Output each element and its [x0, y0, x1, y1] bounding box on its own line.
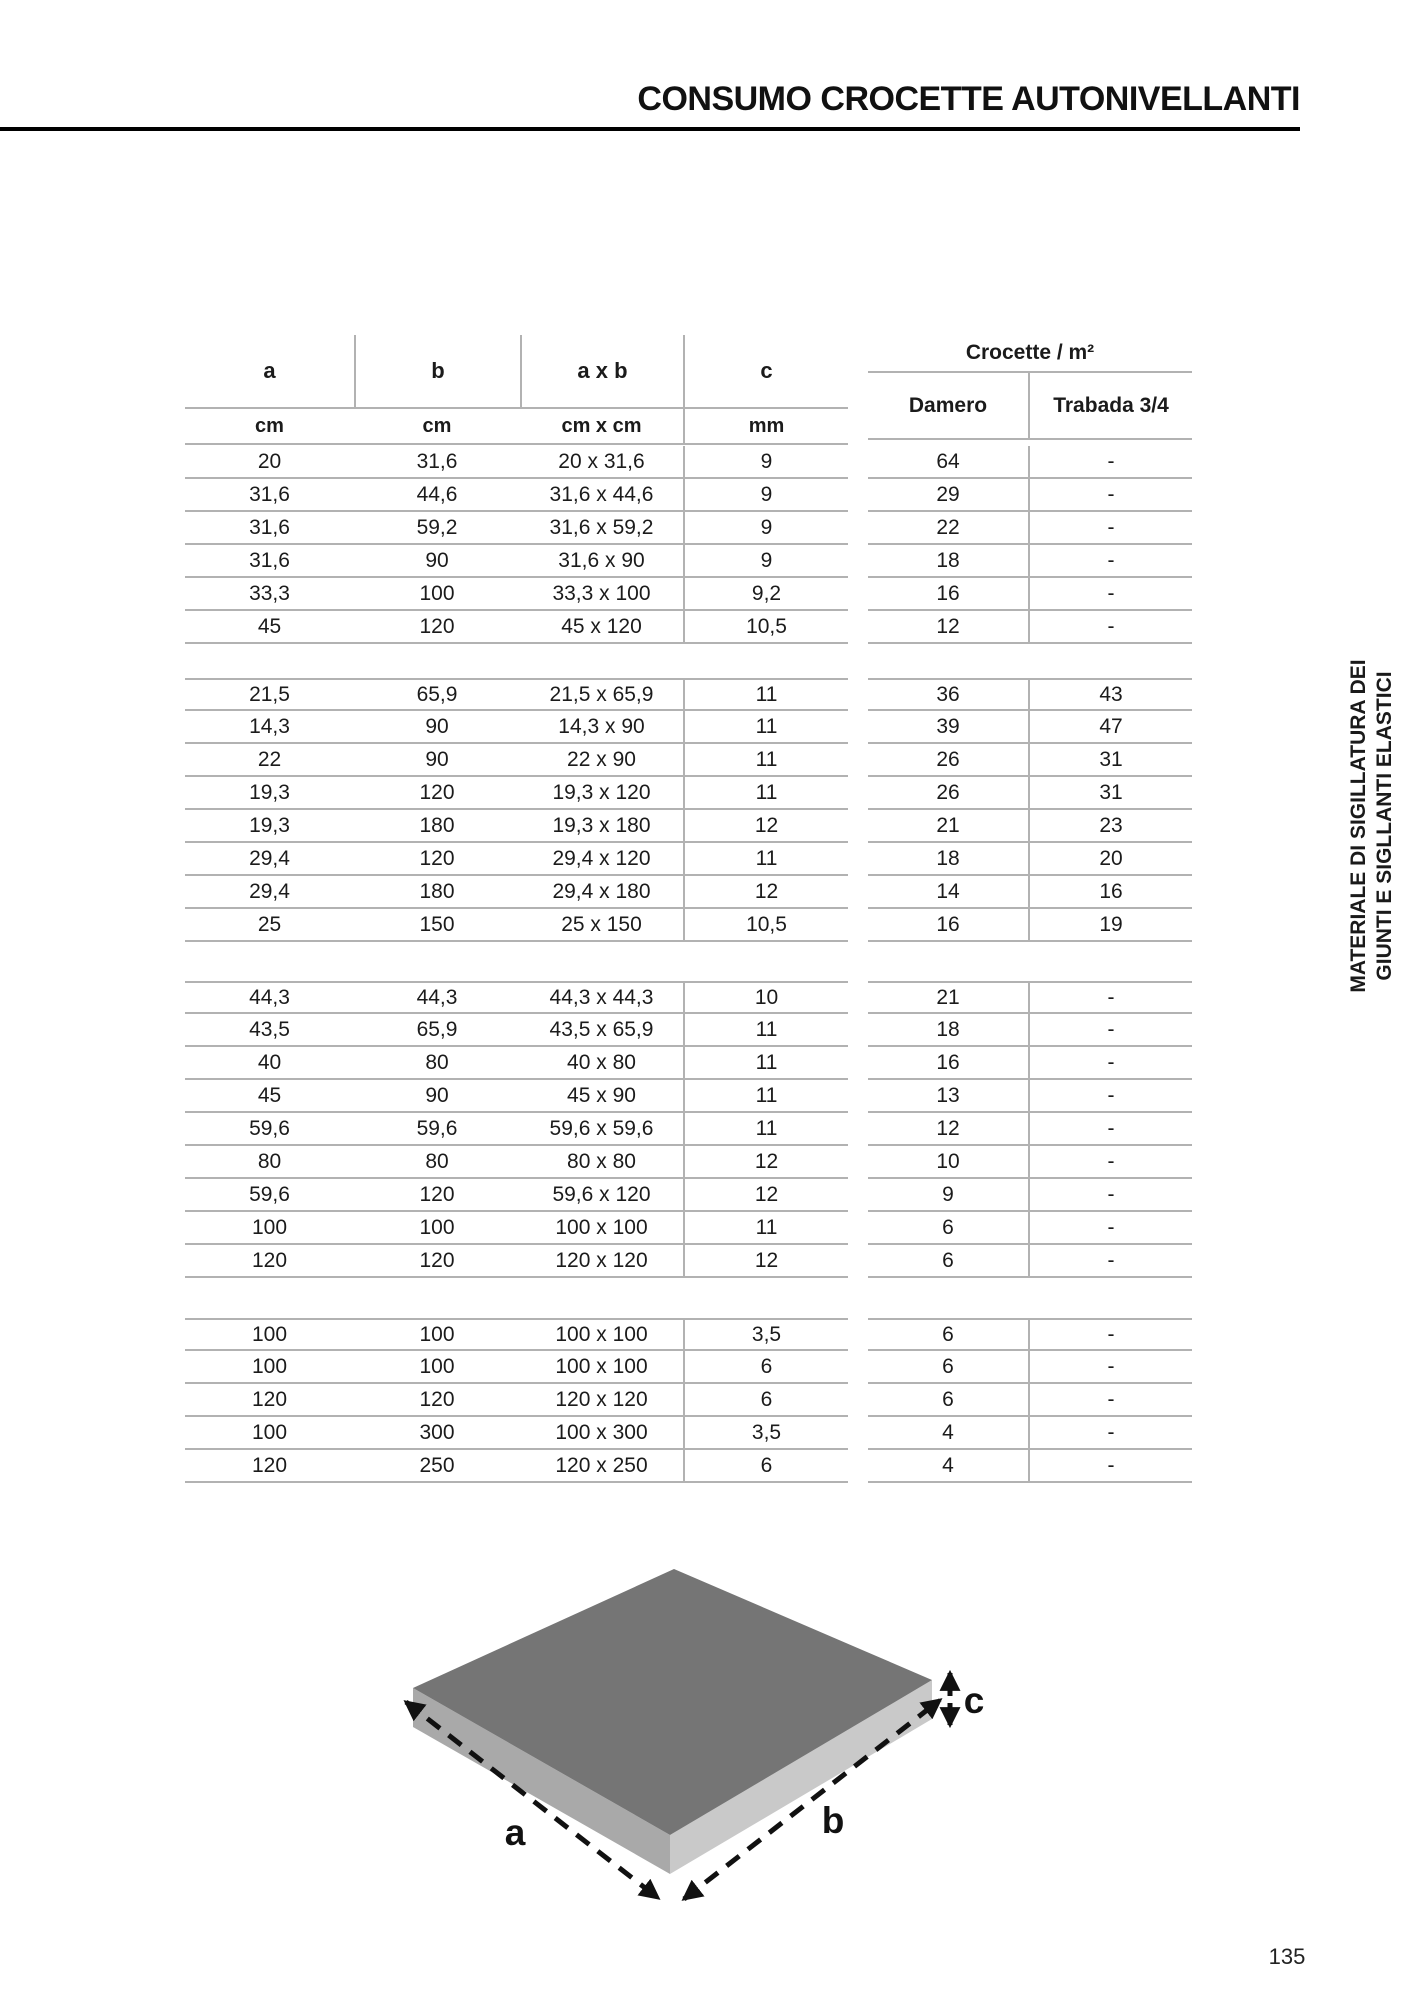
- table-cell: 3,5: [683, 1417, 848, 1450]
- table-cell: 44,3: [354, 981, 520, 1014]
- table-cell: 59,6: [185, 1179, 354, 1212]
- title-rule: [0, 127, 1300, 131]
- table-cell: 36: [868, 678, 1028, 711]
- table-cell: 120: [354, 611, 520, 644]
- table-cell: 12: [683, 876, 848, 909]
- table-cell: 43: [1028, 678, 1192, 711]
- table-gap: [848, 744, 868, 777]
- table-cell: 26: [868, 744, 1028, 777]
- table-cell: 150: [354, 909, 520, 942]
- table-cell: 45: [185, 1080, 354, 1113]
- table-cell: 29,4: [185, 843, 354, 876]
- table-cell: 3,5: [683, 1318, 848, 1351]
- table-cell: 11: [683, 1212, 848, 1245]
- table-cell: 19,3 x 120: [520, 777, 683, 810]
- table-cell: 120: [354, 1245, 520, 1278]
- table-cell: 80 x 80: [520, 1146, 683, 1179]
- table-cell: 39: [868, 711, 1028, 744]
- table-row: [185, 843, 1192, 876]
- table-cell: 6: [868, 1212, 1028, 1245]
- table-cell: 100: [185, 1318, 354, 1351]
- table-cell: 19,3: [185, 810, 354, 843]
- table-gap: [848, 1047, 868, 1080]
- table-cell: 19,3: [185, 777, 354, 810]
- table-cell: 13: [868, 1080, 1028, 1113]
- table-row: [185, 1450, 1192, 1483]
- damero-column-header: Damero: [908, 393, 988, 417]
- table-gap: [848, 810, 868, 843]
- table-cell: 12: [868, 611, 1028, 644]
- table-group: [185, 678, 1192, 942]
- table-cell: 31,6 x 90: [520, 545, 683, 578]
- table-cell: 44,3: [185, 981, 354, 1014]
- table-cell: 14,3: [185, 711, 354, 744]
- table-gap: [848, 578, 868, 611]
- table-cell: 9: [868, 1179, 1028, 1212]
- page-number: 135: [1268, 1944, 1306, 1969]
- table-cell: 120 x 250: [520, 1450, 683, 1483]
- table-cell: -: [1028, 1080, 1192, 1113]
- table-cell: 11: [683, 1047, 848, 1080]
- table-cell: 31,6: [354, 446, 520, 479]
- table-cell: 11: [683, 1014, 848, 1047]
- table-gap: [848, 1146, 868, 1179]
- table-gap: [848, 909, 868, 942]
- table-cell: 120: [185, 1384, 354, 1417]
- table-cell: 9: [683, 545, 848, 578]
- table-cell: -: [1028, 1351, 1192, 1384]
- table-cell: 59,6 x 120: [520, 1179, 683, 1212]
- table-cell: -: [1028, 1047, 1192, 1080]
- table-cell: -: [1028, 1146, 1192, 1179]
- table-cell: 100: [354, 578, 520, 611]
- table-gap: [848, 711, 868, 744]
- table-cell: 45 x 120: [520, 611, 683, 644]
- column-header-c: c: [683, 335, 848, 407]
- table-row: [185, 1318, 1192, 1351]
- table-gap: [848, 1384, 868, 1417]
- table-cell: 9: [683, 446, 848, 479]
- tile-top-face: [413, 1569, 932, 1835]
- table-cell: 120: [354, 1384, 520, 1417]
- table-row: [185, 1047, 1192, 1080]
- table-gap: [848, 1450, 868, 1483]
- table-cell: 16: [868, 909, 1028, 942]
- table-cell: 47: [1028, 711, 1192, 744]
- table-cell: 11: [683, 744, 848, 777]
- table-cell: -: [1028, 1113, 1192, 1146]
- table-cell: 4: [868, 1417, 1028, 1450]
- table-row: [185, 1212, 1192, 1245]
- table-cell: 9: [683, 479, 848, 512]
- table-cell: -: [1028, 1318, 1192, 1351]
- table-cell: 33,3 x 100: [520, 578, 683, 611]
- table-cell: 80: [354, 1047, 520, 1080]
- table-cell: 29,4: [185, 876, 354, 909]
- table-row: [185, 909, 1192, 942]
- table-gap: [848, 1113, 868, 1146]
- table-cell: 31,6: [185, 545, 354, 578]
- table-group: [185, 1318, 1192, 1483]
- table-row: [185, 545, 1192, 578]
- table-cell: 120: [354, 777, 520, 810]
- table-cell: 44,6: [354, 479, 520, 512]
- table-cell: 31,6 x 44,6: [520, 479, 683, 512]
- table-cell: 12: [683, 1245, 848, 1278]
- table-gap: [848, 876, 868, 909]
- table-gap: [848, 446, 868, 479]
- table-cell: 12: [683, 1179, 848, 1212]
- table-cell: 180: [354, 810, 520, 843]
- table-gap: [848, 611, 868, 644]
- table-cell: 100 x 100: [520, 1351, 683, 1384]
- table-gap: [848, 1014, 868, 1047]
- table-cell: 16: [868, 578, 1028, 611]
- table-row: [185, 611, 1192, 644]
- table-cell: 90: [354, 1080, 520, 1113]
- table-gap: [848, 1080, 868, 1113]
- table-cell: 90: [354, 711, 520, 744]
- table-cell: 25: [185, 909, 354, 942]
- table-cell: 100: [185, 1212, 354, 1245]
- table-cell: -: [1028, 1212, 1192, 1245]
- table-cell: 31: [1028, 744, 1192, 777]
- table-cell: 16: [868, 1047, 1028, 1080]
- table-cell: 250: [354, 1450, 520, 1483]
- table-cell: 6: [868, 1245, 1028, 1278]
- table-gap: [848, 843, 868, 876]
- table-cell: 43,5 x 65,9: [520, 1014, 683, 1047]
- table-cell: 100: [354, 1212, 520, 1245]
- table-gap: [848, 479, 868, 512]
- table-cell: 31,6: [185, 479, 354, 512]
- table-cell: 20: [185, 446, 354, 479]
- table-cell: 43,5: [185, 1014, 354, 1047]
- table-cell: -: [1028, 446, 1192, 479]
- table-row: [185, 876, 1192, 909]
- table-cell: 100: [354, 1318, 520, 1351]
- table-cell: 44,3 x 44,3: [520, 981, 683, 1014]
- table-cell: 90: [354, 744, 520, 777]
- table-cell: 9,2: [683, 578, 848, 611]
- table-cell: 19: [1028, 909, 1192, 942]
- table-gap: [848, 1212, 868, 1245]
- table-cell: -: [1028, 1417, 1192, 1450]
- table-cell: -: [1028, 1179, 1192, 1212]
- diagram-label-b: b: [821, 1800, 845, 1841]
- table-cell: 6: [683, 1450, 848, 1483]
- tile-diagram: [390, 1553, 1010, 1913]
- table-cell: 25 x 150: [520, 909, 683, 942]
- table-row: [185, 744, 1192, 777]
- table-gap: [848, 1351, 868, 1384]
- table-cell: 45 x 90: [520, 1080, 683, 1113]
- table-cell: 20: [1028, 843, 1192, 876]
- table-cell: 80: [185, 1146, 354, 1179]
- table-cell: 40 x 80: [520, 1047, 683, 1080]
- table-cell: 65,9: [354, 1014, 520, 1047]
- table-row: [185, 1080, 1192, 1113]
- table-cell: 33,3: [185, 578, 354, 611]
- table-cell: 6: [683, 1351, 848, 1384]
- table-cell: 45: [185, 611, 354, 644]
- table-cell: 6: [868, 1384, 1028, 1417]
- table-cell: 4: [868, 1450, 1028, 1483]
- table-cell: 120: [354, 1179, 520, 1212]
- table-cell: 22: [185, 744, 354, 777]
- table-group: [185, 981, 1192, 1278]
- table-cell: 22 x 90: [520, 744, 683, 777]
- table-cell: 12: [683, 1146, 848, 1179]
- table-cell: 21,5 x 65,9: [520, 678, 683, 711]
- table-cell: 100 x 100: [520, 1318, 683, 1351]
- table-row: [185, 1417, 1192, 1450]
- table-cell: 29,4 x 180: [520, 876, 683, 909]
- table-gap: [848, 1245, 868, 1278]
- table-cell: 21: [868, 810, 1028, 843]
- table-row: [185, 1351, 1192, 1384]
- sidebar-vertical-label: [1346, 636, 1398, 1016]
- table-cell: 59,2: [354, 512, 520, 545]
- table-row: [185, 1014, 1192, 1047]
- table-cell: 120 x 120: [520, 1245, 683, 1278]
- sidebar-label-line1: MATERIALE DI SIGILLATURA DEI: [1347, 659, 1370, 993]
- table-cell: 29,4 x 120: [520, 843, 683, 876]
- table-cell: 20 x 31,6: [520, 446, 683, 479]
- table-row: [185, 479, 1192, 512]
- table-cell: 40: [185, 1047, 354, 1080]
- table-cell: 23: [1028, 810, 1192, 843]
- column-header-axb: a x b: [520, 335, 683, 407]
- table-gap: [848, 777, 868, 810]
- table-cell: 14,3 x 90: [520, 711, 683, 744]
- table-cell: 21: [868, 981, 1028, 1014]
- table-cell: 10,5: [683, 611, 848, 644]
- table-cell: 6: [683, 1384, 848, 1417]
- table-cell: -: [1028, 545, 1192, 578]
- table-cell: -: [1028, 578, 1192, 611]
- table-row: [185, 1245, 1192, 1278]
- diagram-label-c: c: [963, 1680, 985, 1721]
- table-cell: 120: [354, 843, 520, 876]
- table-row: [185, 1179, 1192, 1212]
- table-cell: 80: [354, 1146, 520, 1179]
- table-row: [185, 810, 1192, 843]
- table-gap: [848, 1417, 868, 1450]
- table-gap: [848, 545, 868, 578]
- table-cell: 16: [1028, 876, 1192, 909]
- table-cell: -: [1028, 1014, 1192, 1047]
- sidebar-label-line2: GIUNTI E SIGLLANTI ELASTICI: [1373, 671, 1396, 981]
- table-cell: 11: [683, 777, 848, 810]
- table-cell: 65,9: [354, 678, 520, 711]
- table-cell: 31: [1028, 777, 1192, 810]
- table-cell: 22: [868, 512, 1028, 545]
- table-cell: 14: [868, 876, 1028, 909]
- table-cell: -: [1028, 1245, 1192, 1278]
- table-cell: 10: [683, 981, 848, 1014]
- table-gap: [848, 1318, 868, 1351]
- table-cell: 100: [185, 1417, 354, 1450]
- table-cell: 10: [868, 1146, 1028, 1179]
- table-cell: 18: [868, 1014, 1028, 1047]
- table-group: [185, 446, 1192, 644]
- table-cell: -: [1028, 479, 1192, 512]
- table-row: [185, 1384, 1192, 1417]
- table-cell: 100 x 100: [520, 1212, 683, 1245]
- table-cell: 100: [185, 1351, 354, 1384]
- table-gap: [848, 678, 868, 711]
- table-cell: 6: [868, 1318, 1028, 1351]
- table-gap: [848, 512, 868, 545]
- table-cell: 100 x 300: [520, 1417, 683, 1450]
- column-unit-axb: cm x cm: [561, 414, 642, 437]
- table-row: [185, 1113, 1192, 1146]
- page-title: CONSUMO CROCETTE AUTONIVELLANTI: [637, 80, 1300, 118]
- table-cell: 21,5: [185, 678, 354, 711]
- table-cell: 18: [868, 843, 1028, 876]
- table-cell: 11: [683, 1113, 848, 1146]
- table-cell: 59,6 x 59,6: [520, 1113, 683, 1146]
- table-gap: [848, 981, 868, 1014]
- groups-host: [185, 335, 1192, 1495]
- table-cell: -: [1028, 512, 1192, 545]
- table-row: [185, 578, 1192, 611]
- table-cell: 29: [868, 479, 1028, 512]
- table-cell: 11: [683, 678, 848, 711]
- column-header-a: a: [263, 358, 276, 383]
- table-gap: [848, 1179, 868, 1212]
- column-header-b: b: [354, 335, 520, 407]
- table-cell: 300: [354, 1417, 520, 1450]
- table-cell: 180: [354, 876, 520, 909]
- table-cell: 9: [683, 512, 848, 545]
- table-cell: 120: [185, 1450, 354, 1483]
- table-cell: 18: [868, 545, 1028, 578]
- table-cell: 19,3 x 180: [520, 810, 683, 843]
- table-cell: 11: [683, 711, 848, 744]
- table-cell: 12: [683, 810, 848, 843]
- table-cell: 10,5: [683, 909, 848, 942]
- table-cell: 120 x 120: [520, 1384, 683, 1417]
- consumption-table: [185, 335, 1192, 1495]
- table-row: [185, 777, 1192, 810]
- table-cell: 12: [868, 1113, 1028, 1146]
- table-row: [185, 1146, 1192, 1179]
- diagram-label-a: a: [504, 1812, 526, 1853]
- table-row: [185, 446, 1192, 479]
- table-cell: 90: [354, 545, 520, 578]
- table-cell: 59,6: [354, 1113, 520, 1146]
- column-unit-c: mm: [683, 409, 848, 443]
- table-cell: -: [1028, 981, 1192, 1014]
- table-cell: 6: [868, 1351, 1028, 1384]
- table-cell: 11: [683, 843, 848, 876]
- table-cell: 64: [868, 446, 1028, 479]
- table-cell: 31,6: [185, 512, 354, 545]
- table-row: [185, 678, 1192, 711]
- trabada-column-header: Trabada 3/4: [1028, 373, 1192, 438]
- crocette-per-m2-header: Crocette / m²: [868, 335, 1192, 373]
- table-cell: 11: [683, 1080, 848, 1113]
- table-cell: -: [1028, 1384, 1192, 1417]
- table-row: [185, 512, 1192, 545]
- table-cell: -: [1028, 1450, 1192, 1483]
- column-unit-a: cm: [255, 414, 284, 437]
- column-unit-b: cm: [422, 414, 452, 437]
- table-cell: 59,6: [185, 1113, 354, 1146]
- table-row: [185, 711, 1192, 744]
- table-cell: 31,6 x 59,2: [520, 512, 683, 545]
- table-cell: 26: [868, 777, 1028, 810]
- table-cell: 100: [354, 1351, 520, 1384]
- table-cell: -: [1028, 611, 1192, 644]
- table-cell: 120: [185, 1245, 354, 1278]
- table-row: [185, 981, 1192, 1014]
